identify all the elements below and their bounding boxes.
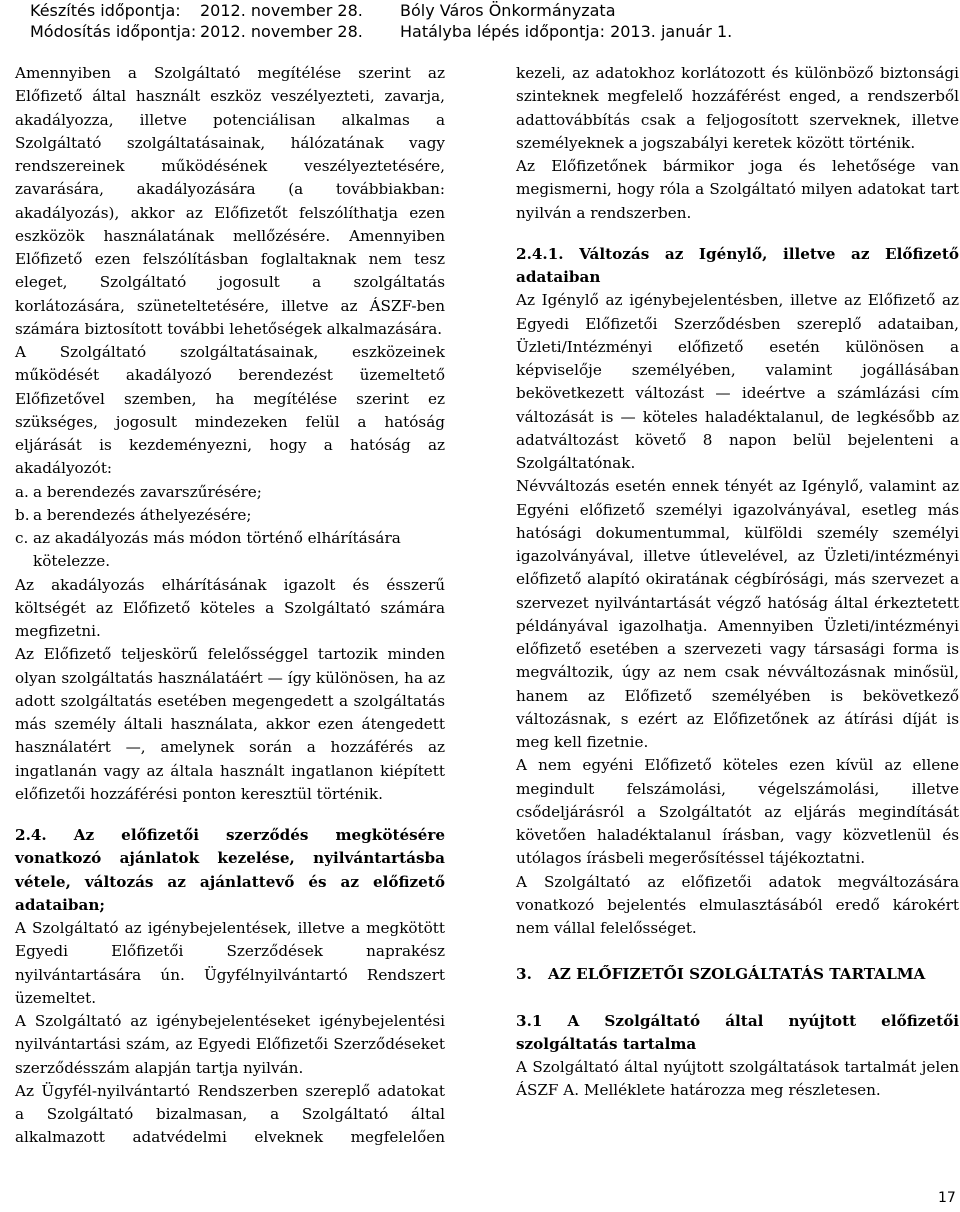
list-item (15, 481, 445, 504)
paragraph: Az Igénylő az igénybejelentésben, illetve az Előfizető az Egyedi Előfizetői Szerződésben szereplő adataiban, Üzleti/Intézményi előfizető esetén különösen a képviselője személyében, valamint jogállásában bekövetkezett változást — ideértve a számlázási cím változását is — köteles haladéktalanul, de legkésőbb az adatváltozást követő 8 napon belül bejelenteni a Szolgáltatónak. (516, 291, 959, 472)
page-header (30, 0, 732, 42)
paragraph: Amennyiben a Szolgáltató megítélése szerint az Előfizető által használt eszköz veszélyezteti, zavarja, akadályozza, illetve potenciálisan alkalmas a Szolgáltató szolgáltatásainak, hálózatának vagy rendszereinek működésének veszélyeztetésére, zavarására, akadályozására (a továbbiakban: akadályozás), akkor az Előfizetőt felszólíthatja ezen eszközök használatának mellőzésére. Amennyiben Előfizető ezen felszólításban foglaltaknak nem tesz eleget, Szolgáltató jogosult a szolgáltatás korlátozására, szüneteltetésére, illetve az ÁSZF-ben számára biztosított további lehetőségek alkalmazására. (15, 64, 445, 338)
header-row-modified (30, 21, 732, 42)
header-row-created (30, 0, 732, 21)
list-marker: b. (15, 505, 30, 524)
spacer (15, 806, 445, 824)
paragraph: Névváltozás esetén ennek tényét az Igénylő, valamint az Egyéni előfizető személyi igazolványával, esetleg más hatósági dokumentummal, külföldi személy személyi igazolványával, illetve útlevelével, az Üzleti/intézményi előfizető alapító okiratának cégbírósági, más szervezet a szervezet nyilvántartását végző hatóság által érkeztetett példányával igazolhatja. Amennyiben Üzleti/intézményi előfizető esetében a szervezeti vagy társasági forma is megváltozik, úgy az nem csak névváltozásnak minősül, hanem az Előfizető személyében is bekövetkező változásnak, s ezért az Előfizetőnek az átírási díját is meg kell fizetnie. (516, 477, 959, 751)
list-marker: c. (15, 529, 29, 547)
effective-date: Hatályba lépés időpontja: 2013. január 1. (400, 22, 733, 41)
section-number: 3. (516, 965, 532, 984)
list-text: a berendezés áthelyezésére; (33, 505, 252, 524)
spacer (516, 987, 959, 1010)
organization-name: Bóly Város Önkormányzata (400, 1, 616, 20)
spacer (516, 940, 959, 963)
paragraph: A Szolgáltató az igénybejelentéseket igénybejelentési nyilvántartási szám, az Egyedi Előfizetői Szerződéseket szerződésszám alapján tartja nyilván. (15, 1012, 445, 1077)
left-column (15, 62, 445, 1150)
modified-date: 2012. november 28. (200, 22, 363, 41)
section-heading-2-4-1: 2.4.1. Változás az Igénylő, illetve az Előfizető adataiban (516, 244, 959, 286)
paragraph: A Szolgáltató által nyújtott szolgáltatások tartalmát jelen ÁSZF A. Melléklete határozza meg részletesen. (516, 1058, 959, 1100)
list-marker: a. (15, 482, 29, 501)
paragraph: kezeli, az adatokhoz korlátozott és különböző biztonsági szinteknek megfelelő hozzáférést enged, a rendszerből adattovábbítás csak a feljogosított szerveknek, illetve személyeknek a jogszabályi keretek között történik. (516, 64, 959, 152)
paragraph: A Szolgáltató az igénybejelentések, illetve a megkötött Egyedi Előfizetői Szerződések naprakész nyilvántartására ún. Ügyfélnyilvántartó Rendszert üzemeltet. (15, 919, 445, 1007)
page-number: 17 (938, 1190, 956, 1206)
paragraph: A Szolgáltató szolgáltatásainak, eszközeinek működését akadályozó berendezést üzemeltető Előfizetővel szemben, ha megítélése szerint ez szükséges, jogosult mindezeken felül a hatóság eljárását is kezdeményezni, hogy a hatóság az akadályozót: (15, 343, 445, 478)
paragraph: Az Ügyfél-nyilvántartó Rendszerben szereplő adatokat a Szolgáltató bizalmasan, a Szolgáltató által alkalmazott adatvédelmi elveknek megfelelően (15, 1081, 445, 1147)
created-date: 2012. november 28. (200, 1, 363, 20)
paragraph: Az Előfizető teljeskörű felelősséggel tartozik minden olyan szolgáltatás használatáért — így különösen, ha az adott szolgáltatás esetében megengedett a szolgáltatás más személy általi használata, akkor ezen átengedett használatért —, amelynek során a hozzáférés az ingatlanán vagy az általa használt ingatlanon kiépített előfizetői hozzáférési ponton keresztül történik. (15, 645, 445, 803)
paragraph: Az akadályozás elhárításának igazolt és ésszerű költségét az Előfizető köteles a Szolgáltató számára megfizetni. (15, 575, 445, 640)
paragraph: A nem egyéni Előfizető köteles ezen kívül az ellene megindult felszámolási, végelszámolási, illetve csődeljárásról a Szolgáltatót az eljárás megindítását követően haladéktalanul írásban, vagy közvetlenül és utólagos írásbeli megerősítéssel tájékoztatni. (516, 756, 959, 868)
modified-label: Módosítás időpontja: (30, 22, 197, 41)
paragraph: A Szolgáltató az előfizetői adatok megváltozására vonatkozó bejelentés elmulasztásából eredő károkért nem vállal felelősséget. (516, 872, 959, 937)
section-heading-3 (516, 963, 959, 986)
list-item (15, 527, 445, 574)
list-item (15, 504, 445, 527)
right-column (516, 62, 959, 1103)
list-text: a berendezés zavarszűrésére; (33, 482, 262, 501)
obligation-list (15, 481, 445, 574)
section-heading-3-1: 3.1 A Szolgáltató által nyújtott előfizetői szolgáltatás tartalma (516, 1011, 959, 1053)
list-text: az akadályozás más módon történő elhárítására kötelezze. (33, 529, 401, 571)
section-heading-2-4: 2.4. Az előfizetői szerződés megkötésére vonatkozó ajánlatok kezelése, nyilvántartásba vétele, változás az ajánlattevő és az előfizető adataiban; (15, 826, 445, 914)
paragraph: Az Előfizetőnek bármikor joga és lehetősége van megismerni, hogy róla a Szolgáltató milyen adatokat tart nyilván a rendszerben. (516, 157, 959, 222)
spacer (516, 225, 959, 243)
created-label: Készítés időpontja: (30, 1, 181, 20)
section-title: AZ ELŐFIZETŐI SZOLGÁLTATÁS TARTALMA (548, 965, 926, 984)
